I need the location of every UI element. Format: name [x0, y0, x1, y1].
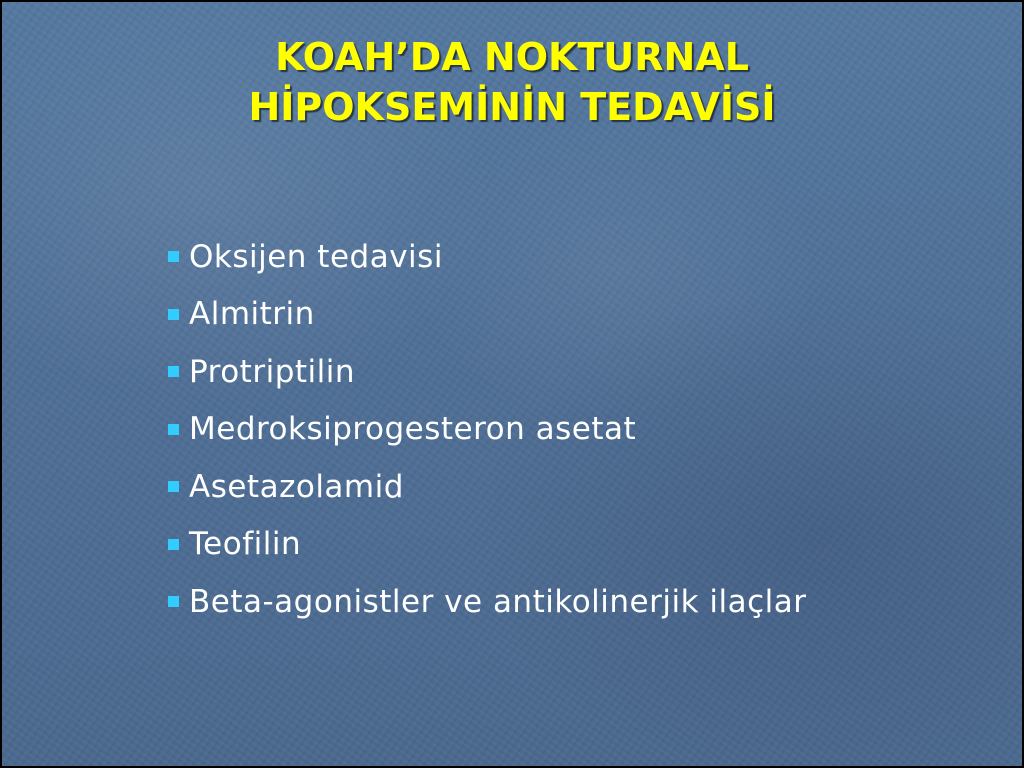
square-bullet-icon — [168, 481, 179, 492]
list-item-label: Medroksiprogesteron asetat — [189, 411, 637, 448]
slide — [2, 2, 1022, 766]
list-item — [168, 516, 807, 574]
list-item-label: Asetazolamid — [189, 468, 404, 505]
square-bullet-icon — [168, 366, 179, 377]
slide-title-line-2: HİPOKSEMİNİN TEDAVİSİ — [248, 85, 776, 129]
list-item-label: Teofilin — [189, 526, 302, 563]
list-item-label: Almitrin — [189, 296, 315, 333]
slide-title — [2, 32, 1022, 132]
square-bullet-icon — [168, 596, 179, 607]
square-bullet-icon — [168, 309, 179, 320]
list-item-label: Oksijen tedavisi — [189, 238, 443, 275]
list-item — [168, 286, 807, 344]
list-item — [168, 573, 807, 631]
list-item — [168, 343, 807, 401]
list-item-label: Beta-agonistler ve antikolinerjik ilaçlar — [189, 583, 807, 620]
list-item — [168, 228, 807, 286]
bullet-list — [168, 228, 807, 631]
list-item — [168, 401, 807, 459]
list-item-label: Protriptilin — [189, 353, 356, 390]
slide-title-line-1: KOAH’DA NOKTURNAL — [275, 35, 749, 79]
list-item — [168, 458, 807, 516]
square-bullet-icon — [168, 424, 179, 435]
square-bullet-icon — [168, 251, 179, 262]
square-bullet-icon — [168, 539, 179, 550]
